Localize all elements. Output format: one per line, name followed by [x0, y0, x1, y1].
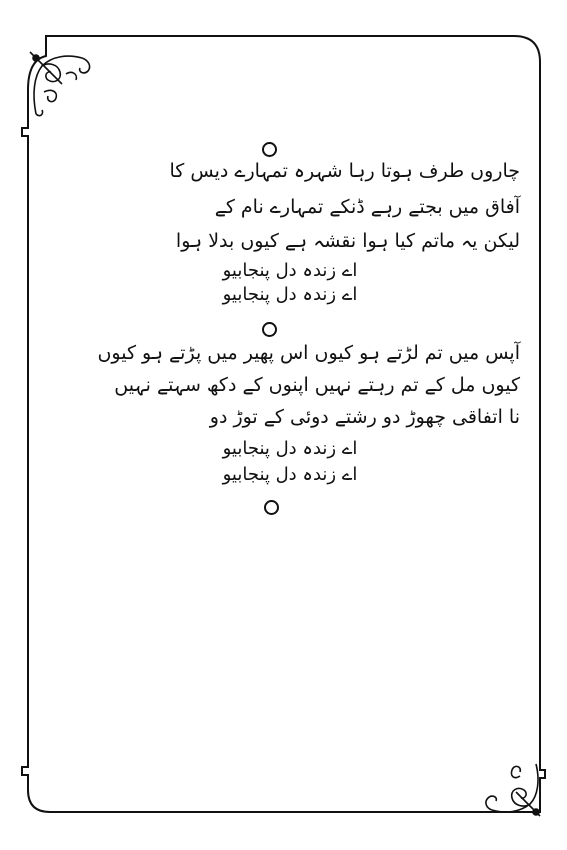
- refrain-line: اے زندہ دل پنجابیو: [222, 260, 358, 281]
- stanza-1: [60, 160, 520, 310]
- section-circle-icon: [262, 142, 277, 157]
- stanza-2: [60, 342, 520, 492]
- corner-flourish-bottom-right-icon: [480, 756, 546, 822]
- corner-flourish-top-left-icon: [22, 44, 102, 124]
- section-circle-icon: [262, 322, 277, 337]
- section-circle-icon: [264, 500, 279, 515]
- poem-line: چاروں طرف ہوتا رہا شہرہ تمہارے دیس کا: [169, 160, 520, 182]
- poem-line: نا اتفاقی چھوڑ دو رشتے دوئی کے توڑ دو: [209, 406, 520, 428]
- poem-line: آپس میں تم لڑتے ہو کیوں اس پھیر میں پڑتے ہو کیوں: [97, 342, 520, 364]
- poem-line: کیوں مل کے تم رہتے نہیں اپنوں کے دکھ سہتے نہیں: [114, 374, 520, 396]
- refrain-line: اے زندہ دل پنجابیو: [222, 284, 358, 305]
- poem-line: لیکن یہ ماتم کیا ہوا نقشہ ہے کیوں بدلا ہوا: [175, 230, 520, 252]
- refrain-line: اے زندہ دل پنجابیو: [222, 438, 358, 459]
- poem-line: آفاق میں بجتے رہے ڈنکے تمہارے نام کے: [214, 196, 520, 218]
- refrain-line: اے زندہ دل پنجابیو: [222, 464, 358, 485]
